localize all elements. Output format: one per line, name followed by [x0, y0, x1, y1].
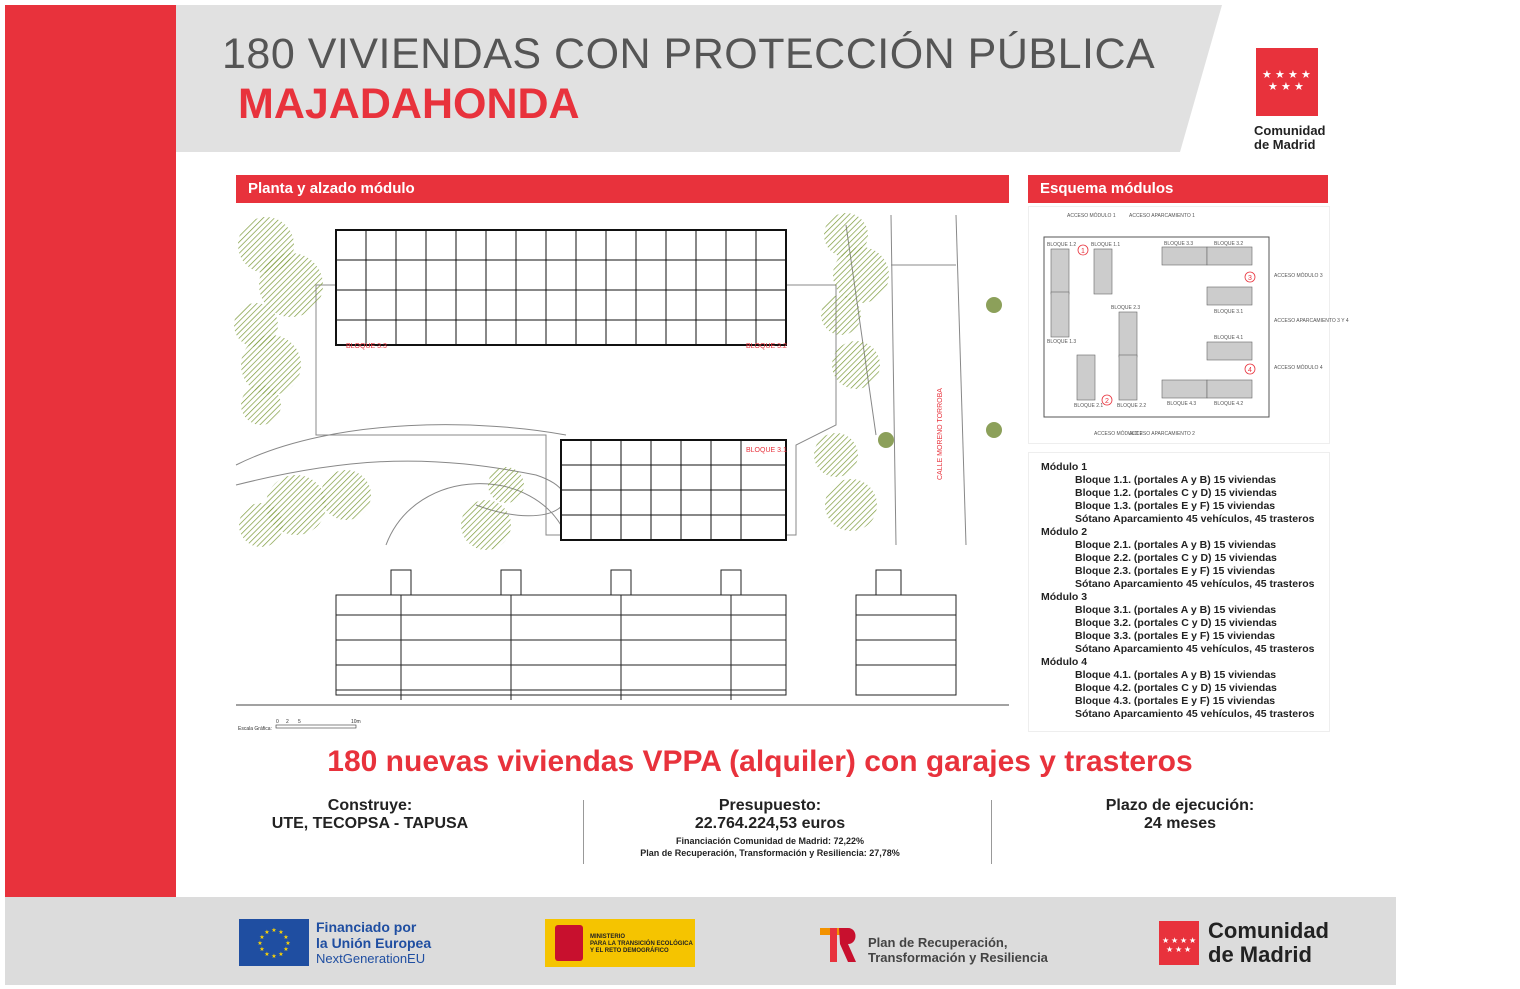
- term-label: Plazo de ejecución:: [1105, 797, 1255, 814]
- block-label: BLOQUE 3.3: [346, 343, 387, 350]
- schema-label: BLOQUE 2.2: [1117, 403, 1147, 409]
- star-icon: ★: [1301, 69, 1311, 81]
- svg-text:★: ★: [271, 953, 277, 960]
- module-line: Bloque 2.1. (portales A y B) 15 viviendas: [1075, 539, 1277, 551]
- star-icon: ★: [1262, 69, 1272, 81]
- svg-text:★: ★: [283, 946, 289, 953]
- elevation-front: [336, 570, 786, 700]
- module-line: Bloque 3.1. (portales A y B) 15 viviendas: [1075, 604, 1277, 616]
- street-label: CALLE MORENO TORROBA: [937, 388, 944, 480]
- block-label: BLOQUE 3.1: [746, 447, 787, 454]
- svg-text:★: ★: [259, 934, 265, 941]
- schema-label: BLOQUE 1.2: [1047, 242, 1077, 248]
- schema-label: BLOQUE 1.1: [1091, 242, 1121, 248]
- star-icon: ★: [1162, 936, 1170, 945]
- modules-schema-diagram: [1028, 206, 1349, 444]
- page-subtitle: MAJADAHONDA: [238, 80, 580, 128]
- comunidad-madrid-footer-logo: [1159, 921, 1199, 965]
- building-block-bottom: [561, 440, 786, 540]
- eu-flag-logo: [239, 919, 309, 966]
- star-icon: ★: [1288, 69, 1298, 81]
- budget-info: [600, 797, 940, 858]
- module-title: Módulo 1: [1041, 461, 1088, 473]
- module-line: Sótano Aparcamiento 45 vehículos, 45 trasteros: [1075, 513, 1315, 525]
- schema-access: ACCESO MÓDULO 4: [1274, 365, 1323, 371]
- scale-tick: 2: [286, 719, 289, 725]
- schema-label: BLOQUE 4.2: [1214, 401, 1244, 407]
- star-icon: ★: [1166, 945, 1174, 954]
- budget-value: 22.764.224,53 euros: [694, 815, 846, 832]
- module-line: Bloque 2.3. (portales E y F) 15 viviendas: [1075, 565, 1276, 577]
- divider: [991, 800, 992, 864]
- star-icon: ★: [1171, 936, 1179, 945]
- schema-label: BLOQUE 3.1: [1214, 309, 1244, 315]
- plan-section-title: Planta y alzado módulo: [248, 180, 415, 197]
- schema-label: BLOQUE 4.1: [1214, 335, 1244, 341]
- module-title: Módulo 2: [1041, 526, 1088, 538]
- schema-access: ACCESO MÓDULO 2: [1094, 431, 1143, 437]
- modules-list: [1028, 452, 1330, 732]
- divider: [583, 800, 584, 864]
- term-value: 24 meses: [1143, 815, 1217, 832]
- plan-elevation-drawing: [236, 205, 1009, 735]
- star-icon: ★: [1175, 945, 1183, 954]
- star-icon: ★: [1294, 81, 1304, 93]
- schema-label: BLOQUE 2.1: [1074, 403, 1104, 409]
- module-line: Bloque 4.1. (portales A y B) 15 viviendas: [1075, 669, 1277, 681]
- page-title: 180 VIVIENDAS CON PROTECCIÓN PÚBLICA: [222, 30, 1156, 78]
- module-line: Bloque 2.2. (portales C y D) 15 viviendas: [1075, 552, 1277, 564]
- scale-tick: 10m: [351, 719, 361, 725]
- svg-text:★: ★: [259, 946, 265, 953]
- module-line: Bloque 3.3. (portales E y F) 15 viviendas: [1075, 630, 1276, 642]
- schema-access: ACCESO APARCAMIENTO 1: [1129, 213, 1195, 219]
- module-line: Bloque 3.2. (portales C y D) 15 viviendas: [1075, 617, 1277, 629]
- spain-coat-icon: [555, 925, 583, 961]
- schema-label: BLOQUE 4.3: [1167, 401, 1197, 407]
- module-title: Módulo 3: [1041, 591, 1088, 603]
- svg-text:★: ★: [278, 951, 284, 958]
- star-icon: ★: [1281, 81, 1291, 93]
- schema-access: ACCESO APARCAMIENTO 2: [1129, 431, 1195, 437]
- schema-access: ACCESO MÓDULO 1: [1067, 213, 1116, 219]
- prtr-logo: [818, 924, 860, 964]
- eu-funding-text: Financiado por la Unión Europea NextGenerationEU: [316, 919, 432, 966]
- star-icon: ★: [1268, 81, 1278, 93]
- schema-number: 2: [1105, 398, 1109, 405]
- schema-number: 3: [1248, 275, 1252, 282]
- module-line: Bloque 1.1. (portales A y B) 15 viviendas: [1075, 474, 1277, 486]
- schema-section-header: [1028, 175, 1328, 203]
- term-info: [1085, 797, 1275, 833]
- svg-text:★: ★: [264, 951, 270, 958]
- budget-note: Financiación Comunidad de Madrid: 72,22%: [675, 836, 865, 846]
- comunidad-madrid-footer-text: Comunidad de Madrid: [1208, 918, 1329, 967]
- builder-label: Construye:: [327, 797, 413, 814]
- svg-text:★: ★: [257, 940, 263, 947]
- module-line: Sótano Aparcamiento 45 vehículos, 45 trasteros: [1075, 708, 1315, 720]
- schema-section-title: Esquema módulos: [1040, 180, 1174, 197]
- builder-info: [265, 797, 475, 833]
- builder-value: UTE, TECOPSA - TAPUSA: [271, 815, 469, 832]
- schema-label: BLOQUE 3.2: [1214, 241, 1244, 247]
- svg-text:★: ★: [264, 929, 270, 936]
- schema-access: ACCESO MÓDULO 3: [1274, 273, 1323, 279]
- plan-section-header: [236, 175, 1009, 203]
- schema-label: BLOQUE 3.3: [1164, 241, 1194, 247]
- scale-label: Escala Gráfica:: [238, 726, 272, 732]
- module-line: Bloque 4.3. (portales E y F) 15 viviendas: [1075, 695, 1276, 707]
- svg-text:★: ★: [285, 940, 291, 947]
- schema-number: 1: [1081, 248, 1085, 255]
- budget-label: Presupuesto:: [718, 797, 822, 814]
- schema-access: ACCESO APARCAMIENTO 3 Y 4: [1274, 318, 1349, 324]
- prtr-text: Plan de Recuperación, Transformación y Resiliencia: [868, 935, 1048, 965]
- module-line: Bloque 4.2. (portales C y D) 15 viviendas: [1075, 682, 1277, 694]
- elevation-side: [856, 570, 956, 695]
- svg-text:★: ★: [283, 934, 289, 941]
- svg-text:★: ★: [271, 927, 277, 934]
- module-line: Bloque 1.3. (portales E y F) 15 viviendas: [1075, 500, 1276, 512]
- comunidad-madrid-logo-text: Comunidad de Madrid: [1254, 123, 1326, 152]
- schema-blocks: [1051, 247, 1252, 400]
- module-line: Sótano Aparcamiento 45 vehículos, 45 trasteros: [1075, 578, 1315, 590]
- ministry-text: MINISTERIO PARA LA TRANSICIÓN ECOLÓGICA Y EL RETO DEMOGRÁFICO: [590, 934, 693, 954]
- building-block-top: [336, 230, 786, 345]
- comunidad-madrid-logo: [1256, 48, 1318, 116]
- schema-label: BLOQUE 2.3: [1111, 305, 1141, 311]
- schema-number: 4: [1248, 367, 1252, 374]
- star-icon: ★: [1180, 936, 1188, 945]
- schema-label: BLOQUE 1.3: [1047, 339, 1077, 345]
- star-icon: ★: [1184, 945, 1192, 954]
- scale-tick: 5: [298, 719, 301, 725]
- module-line: Sótano Aparcamiento 45 vehículos, 45 trasteros: [1075, 643, 1315, 655]
- module-line: Bloque 1.2. (portales C y D) 15 viviendas: [1075, 487, 1277, 499]
- scale-tick: 0: [276, 719, 279, 725]
- star-icon: ★: [1275, 69, 1285, 81]
- svg-text:★: ★: [278, 929, 284, 936]
- headline: 180 nuevas viviendas VPPA (alquiler) con garajes y trasteros: [327, 745, 1193, 778]
- block-label: BLOQUE 3.2: [746, 343, 787, 350]
- budget-note: Plan de Recuperación, Transformación y Resiliencia: 27,78%: [640, 848, 900, 858]
- module-title: Módulo 4: [1041, 656, 1088, 668]
- star-icon: ★: [1189, 936, 1197, 945]
